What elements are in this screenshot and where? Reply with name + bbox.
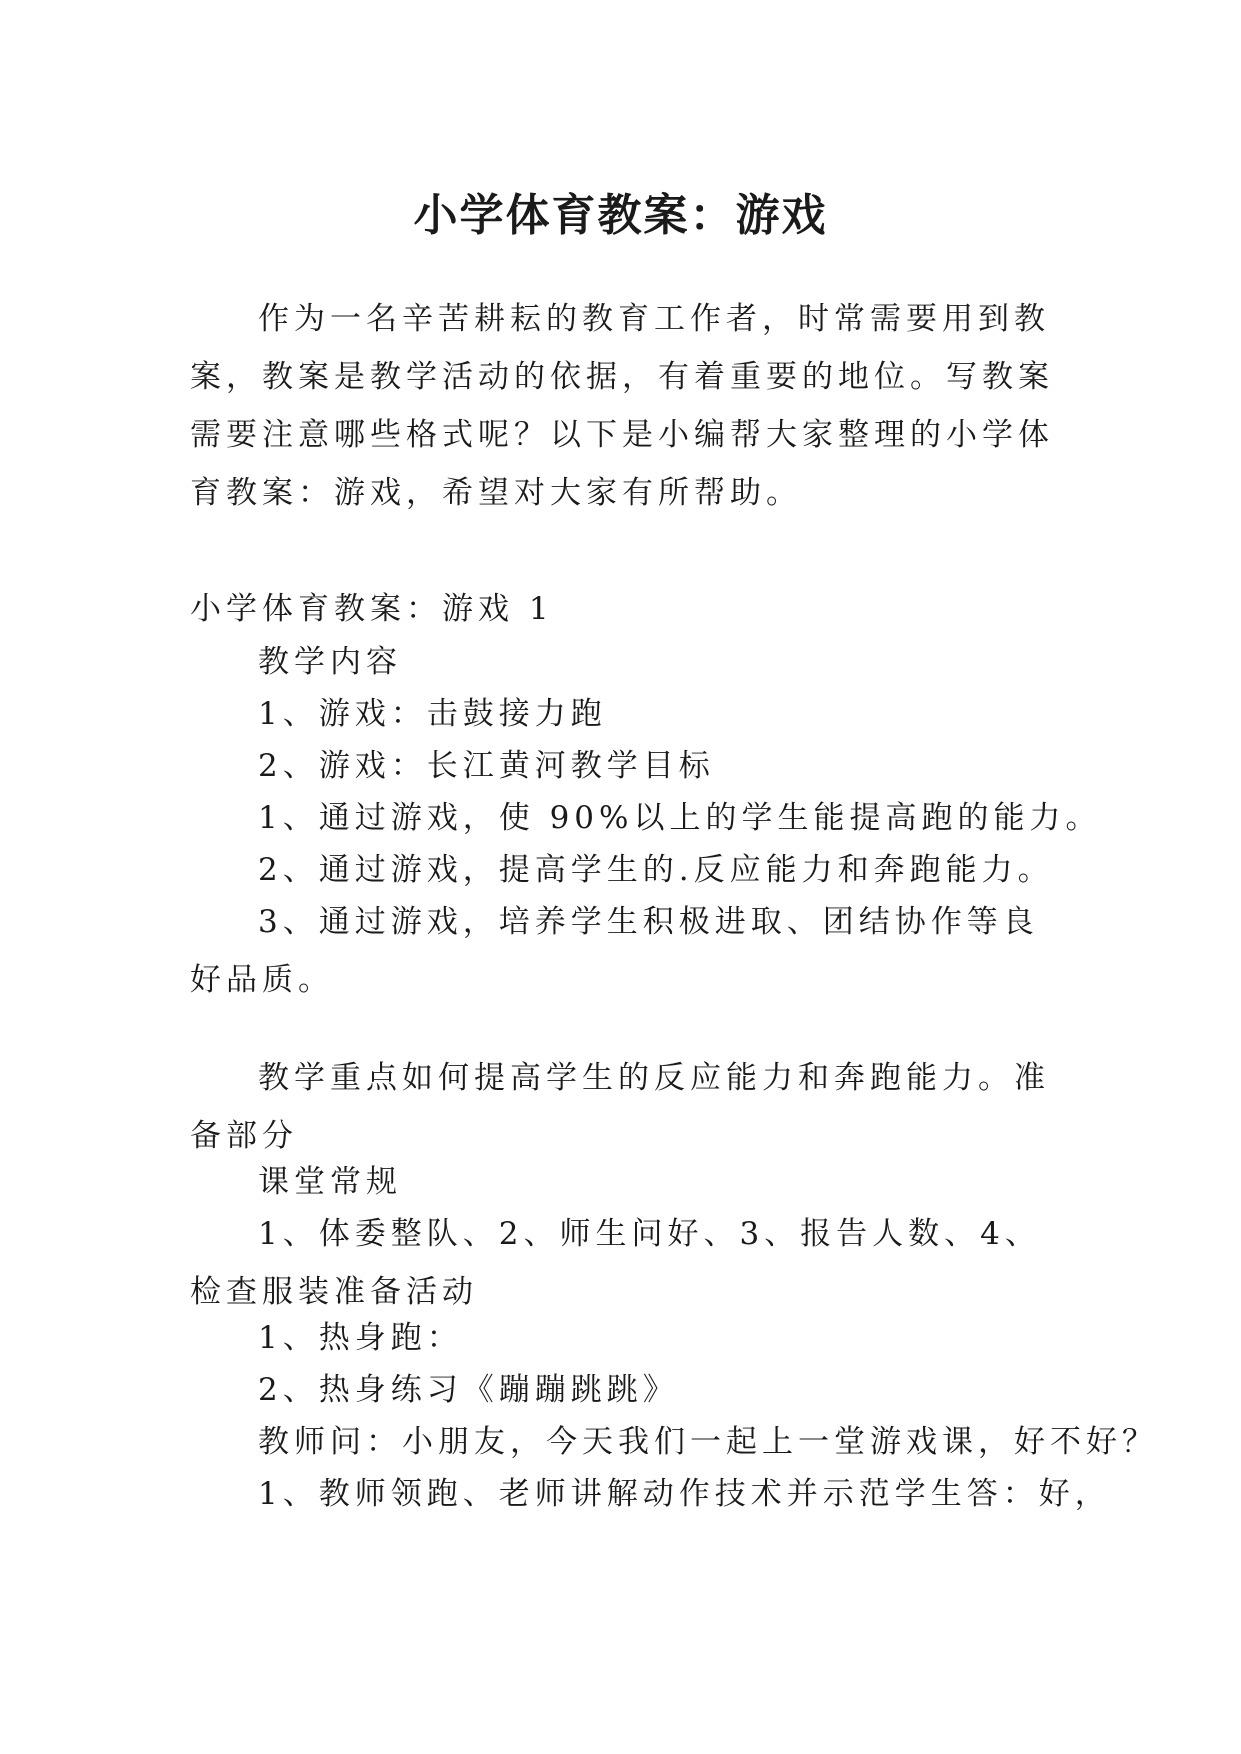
line-teaching-content: 教学内容 [258, 644, 402, 680]
document-title: 小学体育教案：游戏 [413, 190, 828, 242]
paragraph-routine: 1、体委整队、2、师生问好、3、报告人数、4、检查服装准备活动 [190, 1216, 1041, 1310]
line-class-routine: 课堂常规 [258, 1164, 402, 1200]
intro-paragraph: 作为一名辛苦耕耘的教育工作者，时常需要用到教案，教案是教学活动的依据，有着重要的地位。写教案需要注意哪些格式呢？以下是小编帮大家整理的小学体育教案：游戏，希望对大家有所帮助。 [190, 301, 1054, 511]
paragraph-focus: 教学重点如何提高学生的反应能力和奔跑能力。准备部分 [190, 1060, 1050, 1154]
line-warmup-exercise: 2、热身练习《蹦蹦跳跳》 [258, 1372, 679, 1408]
line-game-1: 1、游戏：击鼓接力跑 [258, 696, 607, 732]
line-game-2: 2、游戏：长江黄河教学目标 [258, 748, 715, 784]
line-warmup-run: 1、热身跑： [258, 1320, 463, 1356]
line-teacher-question: 教师问：小朋友，今天我们一起上一堂游戏课，好不好？ [258, 1424, 1158, 1460]
line-goal-2: 2、通过游戏，提高学生的.反应能力和奔跑能力。 [258, 852, 1054, 888]
line-goal-1: 1、通过游戏，使 90%以上的学生能提高跑的能力。 [258, 800, 1102, 836]
paragraph-goal-3: 3、通过游戏，培养学生积极进取、团结协作等良好品质。 [190, 904, 1039, 998]
section-heading: 小学体育教案：游戏 1 [190, 591, 554, 627]
line-teacher-lead: 1、教师领跑、老师讲解动作技术并示范学生答：好， [258, 1476, 1111, 1512]
